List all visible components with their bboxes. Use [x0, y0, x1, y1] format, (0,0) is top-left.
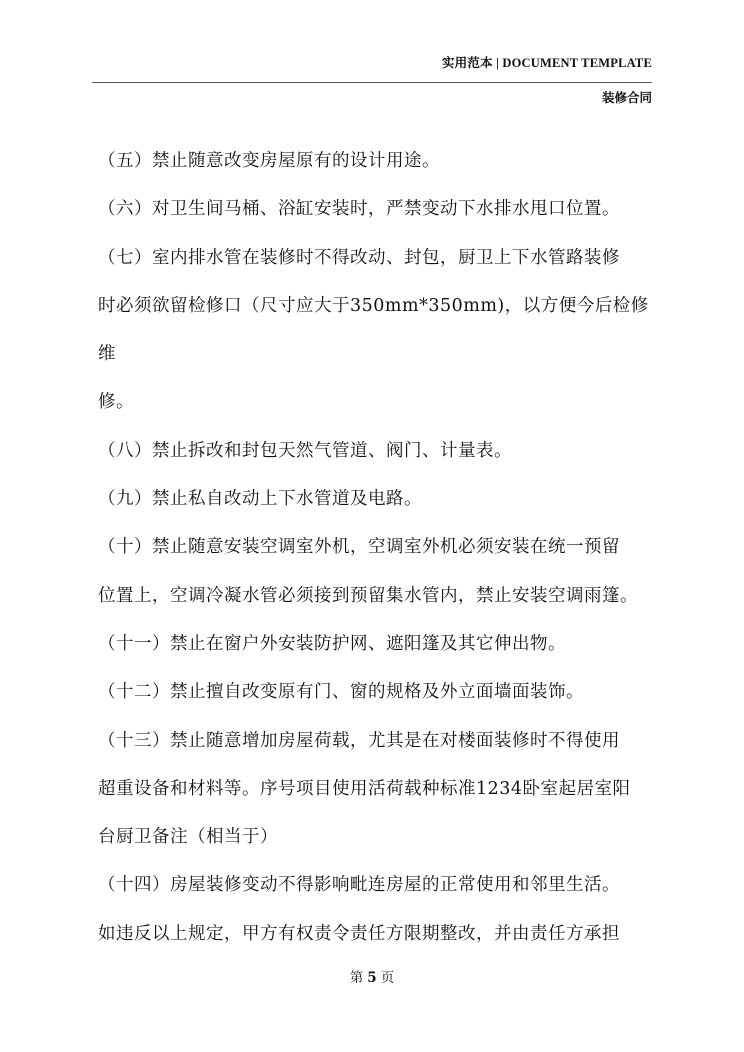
page-footer: [0, 966, 744, 986]
text-line: （十一）禁止在窗户外安装防护网、遮阳篷及其它伸出物。: [98, 633, 566, 654]
header-subtitle: 装修合同: [601, 90, 652, 105]
text-line: （五）禁止随意改变房屋原有的设计用途。: [98, 151, 440, 171]
page-suffix: 页: [380, 970, 395, 986]
text-line: （八）禁止拆改和封包天然气管道、阀门、计量表。: [98, 440, 512, 461]
text-line: （十四）房屋装修变动不得影响毗连房屋的正常使用和邻里生活。: [98, 875, 620, 896]
text-line: 超重设备和材料等。序号项目使用活荷载种标准1234卧室起居室阳: [98, 778, 631, 799]
header-divider: [92, 82, 652, 83]
text-line: （十二）禁止擅自改变原有门、窗的规格及外立面墙面装饰。: [98, 682, 584, 703]
text-line: 修。: [98, 392, 134, 413]
document-body: [98, 137, 660, 958]
text-line: 台厨卫备注（相当于）: [98, 827, 278, 848]
text-line: （十三）禁止随意增加房屋荷载，尤其是在对楼面装修时不得使用: [98, 730, 620, 751]
text-line: （九）禁止私自改动上下水管道及电路。: [98, 489, 422, 510]
text-line: 位置上，空调冷凝水管必须接到预留集水管内，禁止安装空调雨篷。: [98, 585, 638, 606]
text-line: （十）禁止随意安装空调室外机，空调室外机必须安装在统一预留: [98, 537, 620, 558]
text-line: 时必须欲留检修口（尺寸应大于350mm*350mm)，以方便今后检修维: [98, 295, 649, 365]
header-title: 实用范本 | DOCUMENT TEMPLATE: [441, 56, 652, 70]
text-line: （六）对卫生间马桶、浴缸安装时，严禁变动下水排水甩口位置。: [98, 199, 620, 220]
text-line: 如违反以上规定，甲方有权责令责任方限期整改，并由责任方承担: [98, 923, 620, 944]
text-line: （七）室内排水管在装修时不得改动、封包，厨卫上下水管路装修: [98, 247, 620, 268]
page-prefix: 第: [349, 970, 364, 986]
page-number: 5: [367, 970, 377, 986]
